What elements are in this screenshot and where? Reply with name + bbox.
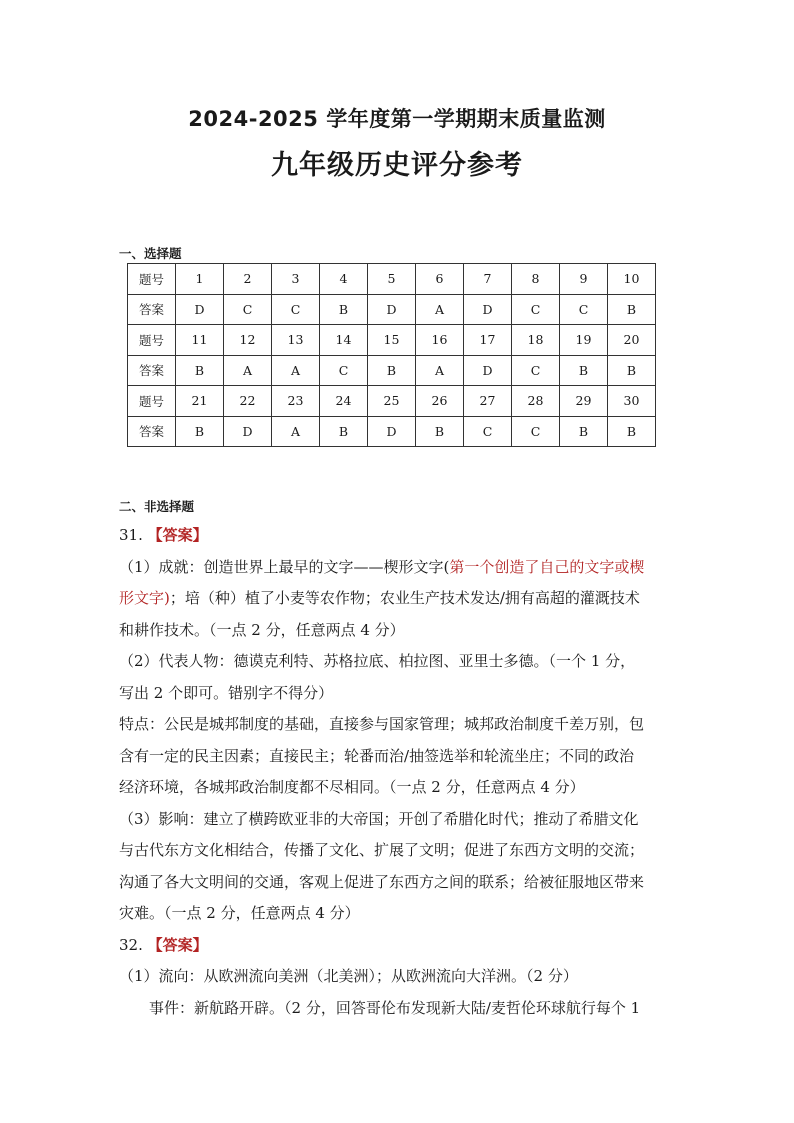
table-cell: 12: [224, 325, 272, 356]
table-cell: D: [368, 416, 416, 447]
question-number: 32.: [119, 935, 143, 954]
table-cell: B: [560, 416, 608, 447]
table-cell: A: [224, 355, 272, 386]
table-cell: 19: [560, 325, 608, 356]
table-cell: A: [272, 355, 320, 386]
q32-header: [119, 930, 677, 962]
answer-body: [119, 520, 677, 1024]
table-cell: 3: [272, 264, 320, 295]
row-label: 题号: [128, 264, 176, 295]
table-cell: B: [176, 355, 224, 386]
table-cell: B: [608, 416, 656, 447]
table-cell: B: [320, 294, 368, 325]
section-heading-nonchoice: 二、非选择题: [119, 499, 195, 514]
question-number: 31.: [119, 526, 143, 544]
table-cell: 10: [608, 264, 656, 295]
table-cell: 14: [320, 325, 368, 356]
table-cell: B: [176, 416, 224, 447]
document-subtitle: 九年级历史评分参考: [271, 150, 523, 181]
table-cell: 29: [560, 386, 608, 417]
row-label: 答案: [128, 416, 176, 447]
table-row: [128, 294, 656, 325]
table-cell: D: [464, 355, 512, 386]
text-line: 与古代东方文化相结合，传播了文化、扩展了文明；促进了东西方文明的交流；: [119, 841, 645, 859]
table-cell: 23: [272, 386, 320, 417]
table-cell: 7: [464, 264, 512, 295]
table-cell: C: [464, 416, 512, 447]
table-cell: 24: [320, 386, 368, 417]
table-cell: D: [464, 294, 512, 325]
table-cell: D: [368, 294, 416, 325]
text-line: 写出 2 个即可。错别字不得分）: [119, 683, 334, 702]
alt-answer-text: 第一个创造了自己的文字或楔: [449, 557, 645, 576]
table-cell: 26: [416, 386, 464, 417]
text-line: 沟通了各大文明间的交通，客观上促进了东西方之间的联系；给被征服地区带来: [119, 872, 645, 891]
table-cell: 1: [176, 264, 224, 295]
table-cell: C: [320, 355, 368, 386]
table-cell: 9: [560, 264, 608, 295]
table-cell: A: [416, 355, 464, 386]
alt-answer-text: 形文字): [119, 589, 170, 607]
table-cell: 13: [272, 325, 320, 356]
text-line: （1）成就：创造世界上最早的文字——楔形文字(第一个创造了自己的文字或楔: [119, 557, 645, 576]
table-cell: 5: [368, 264, 416, 295]
text-line: 灾难。（一点 2 分，任意两点 4 分）: [119, 904, 360, 922]
table-cell: C: [512, 294, 560, 325]
table-cell: 15: [368, 325, 416, 356]
table-cell: B: [608, 355, 656, 386]
table-cell: 18: [512, 325, 560, 356]
table-cell: B: [560, 355, 608, 386]
table-cell: A: [272, 416, 320, 447]
text-line: 形文字)；培（种）植了小麦等农作物；农业生产技术发达/拥有高超的灌溉技术: [119, 589, 640, 607]
text-line: 和耕作技术。（一点 2 分，任意两点 4 分）: [119, 620, 405, 639]
text-line: 事件：新航路开辟。（2 分，回答哥伦布发现新大陆/麦哲伦环球航行每个 1: [149, 998, 641, 1017]
table-cell: C: [272, 294, 320, 325]
table-cell: C: [512, 355, 560, 386]
table-cell: 22: [224, 386, 272, 417]
row-label: 题号: [128, 325, 176, 356]
table-cell: C: [224, 294, 272, 325]
row-label: 答案: [128, 294, 176, 325]
table-cell: 20: [608, 325, 656, 356]
table-row: [128, 355, 656, 386]
table-cell: A: [416, 294, 464, 325]
table-cell: 4: [320, 264, 368, 295]
table-cell: 25: [368, 386, 416, 417]
document-title: 2024-2025 学年度第一学期期末质量监测: [188, 107, 606, 131]
table-cell: C: [560, 294, 608, 325]
table-cell: 11: [176, 325, 224, 356]
row-label: 答案: [128, 355, 176, 386]
text-line: （3）影响：建立了横跨欧亚非的大帝国；开创了希腊化时代；推动了希腊文化: [119, 809, 639, 828]
table-row: [128, 264, 656, 295]
table-row: [128, 325, 656, 356]
table-cell: 2: [224, 264, 272, 295]
text-line: 经济环境，各城邦政治制度都不尽相同。（一点 2 分，任意两点 4 分）: [119, 778, 585, 796]
table-cell: 17: [464, 325, 512, 356]
text-line: 特点：公民是城邦制度的基础，直接参与国家管理；城邦政治制度千差万别，包: [119, 715, 645, 733]
table-cell: 28: [512, 386, 560, 417]
text-line: （2）代表人物：德谟克利特、苏格拉底、柏拉图、亚里士多德。（一个 1 分，: [119, 652, 636, 670]
answer-tag: 【答案】: [147, 935, 208, 954]
table-cell: 8: [512, 264, 560, 295]
table-cell: B: [368, 355, 416, 386]
row-label: 题号: [128, 386, 176, 417]
table-cell: 30: [608, 386, 656, 417]
table-cell: 16: [416, 325, 464, 356]
table-cell: B: [416, 416, 464, 447]
table-cell: 21: [176, 386, 224, 417]
table-cell: 6: [416, 264, 464, 295]
table-row: [128, 416, 656, 447]
section-heading-choice: 一、选择题: [119, 246, 182, 261]
table-cell: B: [608, 294, 656, 325]
table-cell: D: [176, 294, 224, 325]
answer-table: [127, 263, 656, 447]
answer-tag: 【答案】: [147, 526, 208, 544]
text-line: （1）流向：从欧洲流向美洲（北美洲）；从欧洲流向大洋洲。（2 分）: [119, 967, 578, 985]
text-line: 含有一定的民主因素；直接民主；轮番而治/抽签选举和轮流坐庄；不同的政治: [119, 746, 635, 765]
table-cell: 27: [464, 386, 512, 417]
table-cell: B: [320, 416, 368, 447]
table-cell: C: [512, 416, 560, 447]
table-cell: D: [224, 416, 272, 447]
q31-header: [119, 520, 677, 552]
table-row: [128, 386, 656, 417]
